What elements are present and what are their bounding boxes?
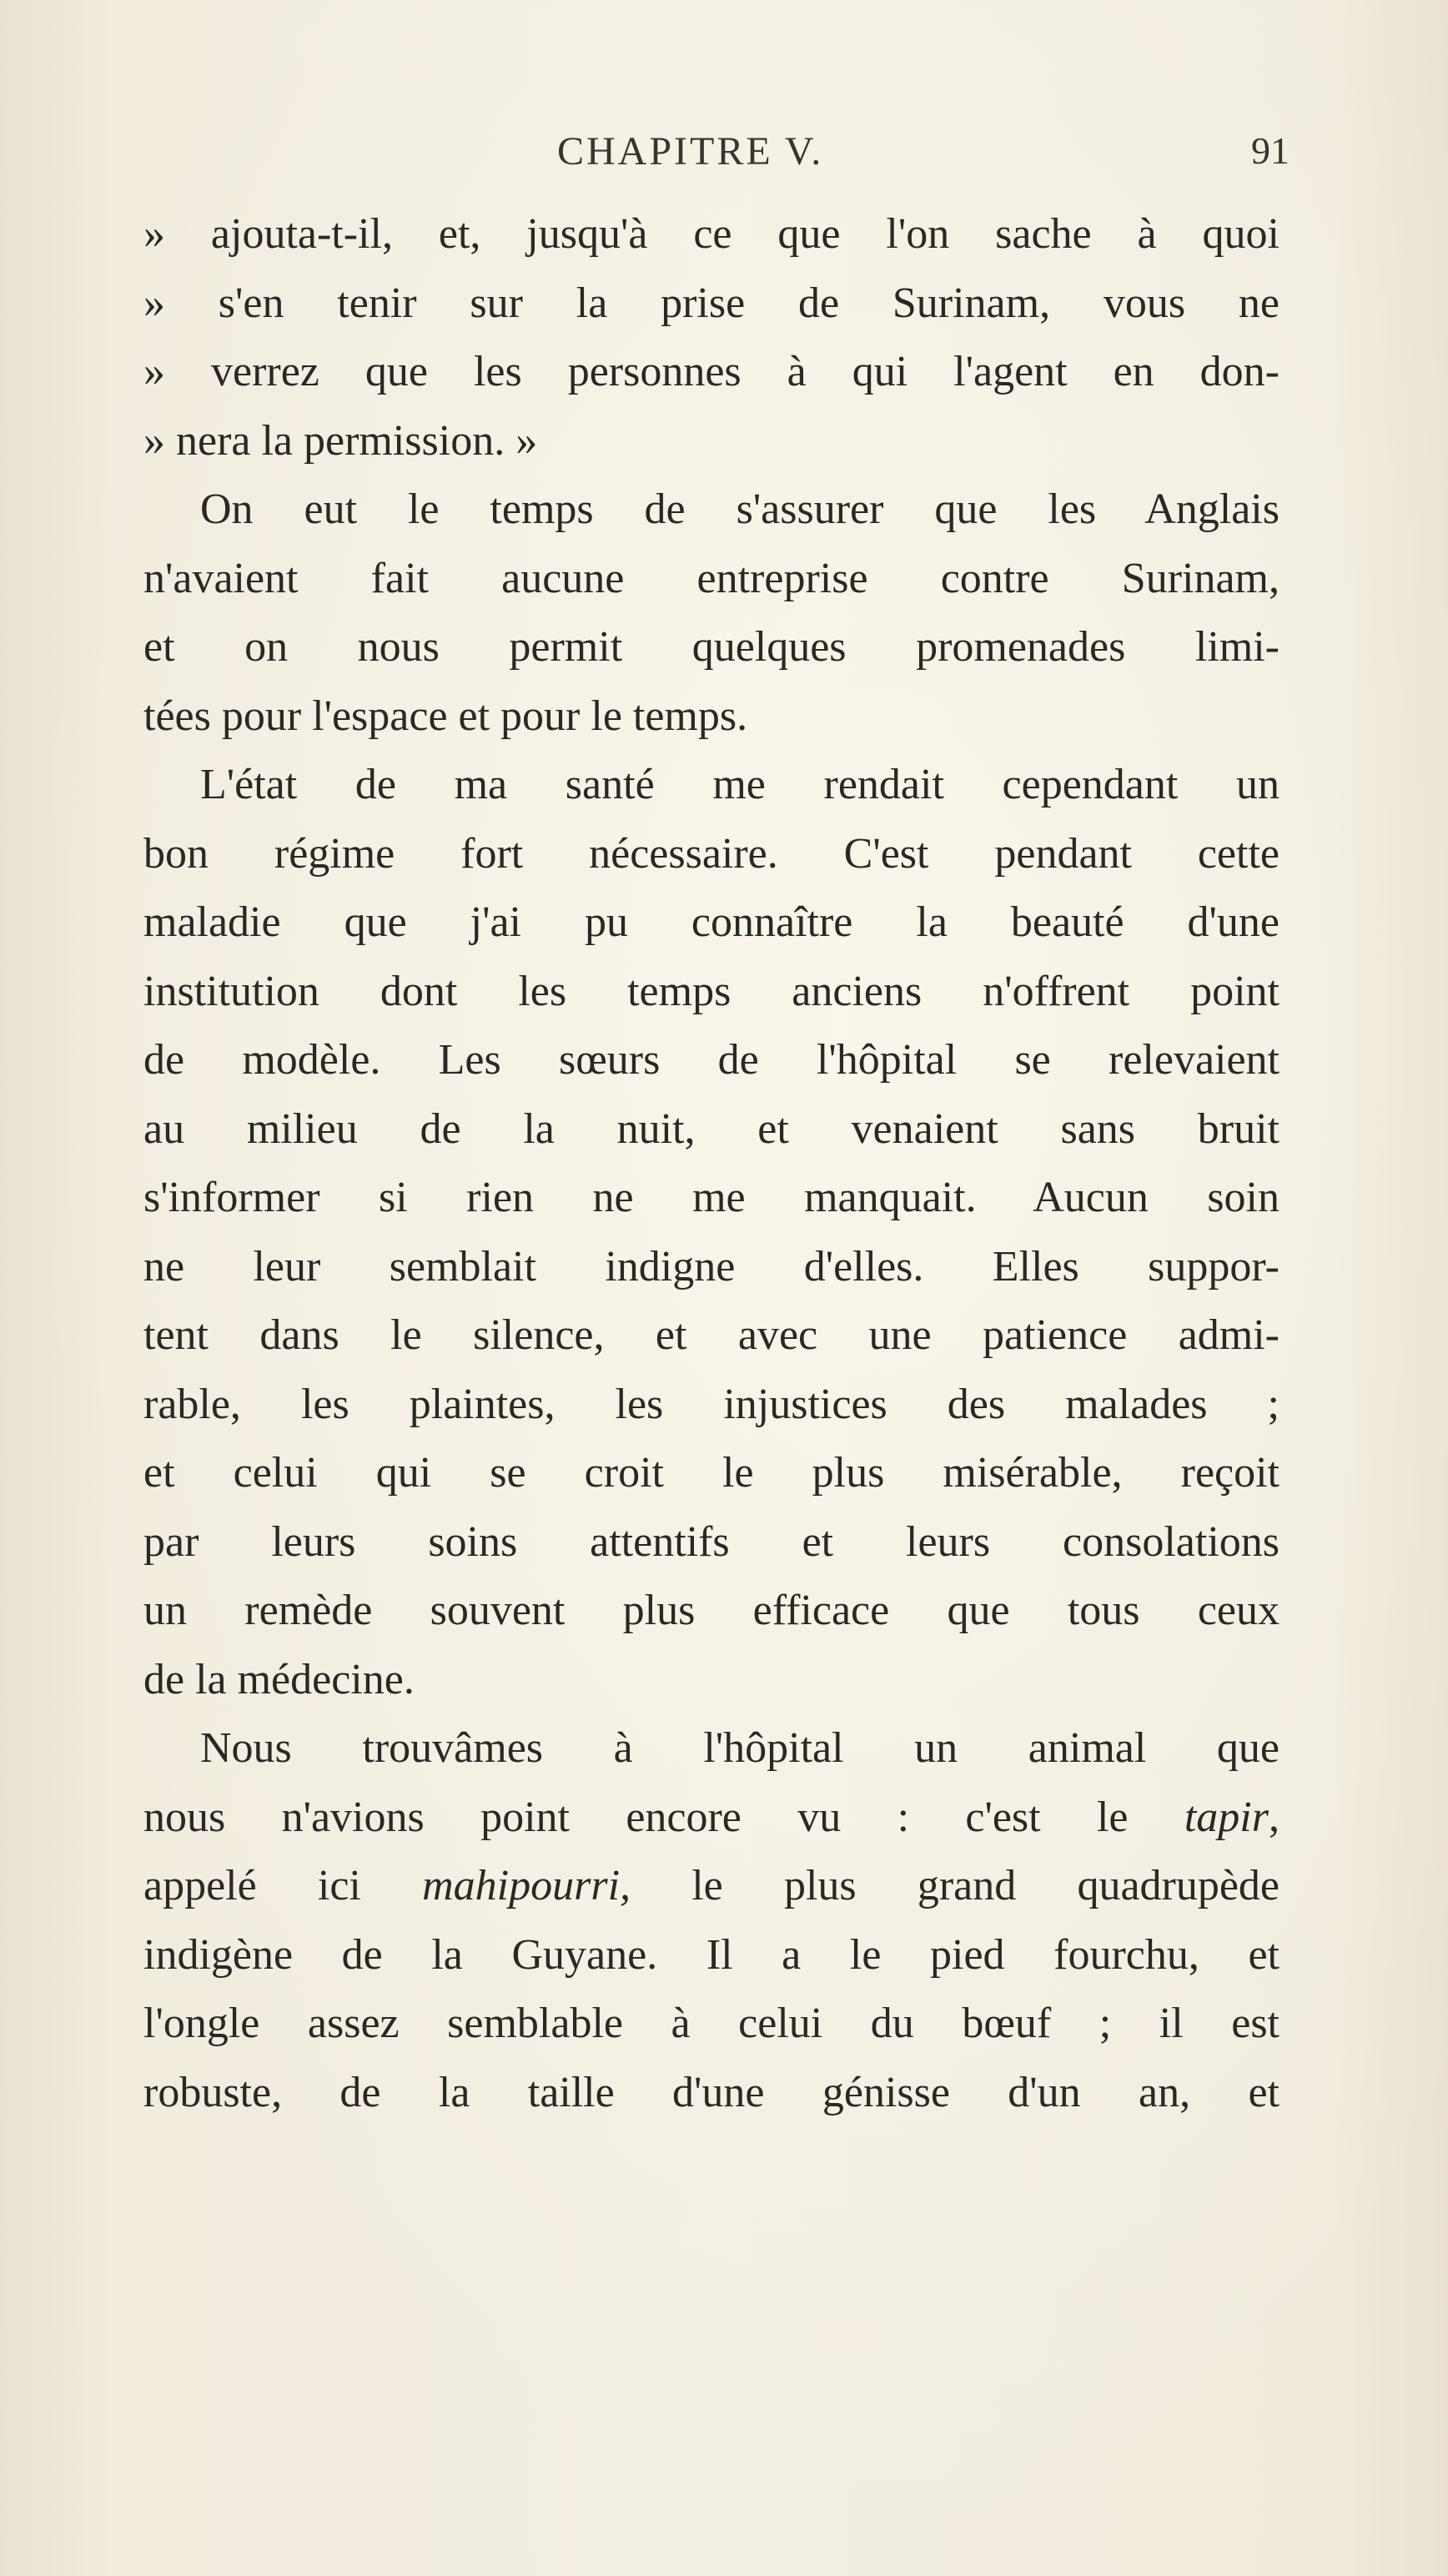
text-line: Nous trouvâmes à l'hôpital un animal que	[200, 1724, 1280, 1772]
running-title: CHAPITRE V.	[557, 129, 824, 174]
text-line: rable, les plaintes, les injustices des malades ;	[143, 1380, 1280, 1428]
text-line: au milieu de la nuit, et venaient sans bruit	[143, 1104, 1280, 1153]
text-line: tées pour l'espace et pour le temps.	[143, 692, 748, 740]
text-line: l'ongle assez semblable à celui du bœuf ; il est	[143, 2000, 1280, 2047]
text-line: de modèle. Les sœurs de l'hôpital se relevaient	[143, 1036, 1280, 1084]
text-segment: le plus grand quadrupède	[691, 1862, 1280, 1909]
text-line: tent dans le silence, et avec une patience admi-	[143, 1311, 1280, 1359]
text-line: indigène de la Guyane. Il a le pied fourchu, et	[143, 1930, 1280, 1979]
page-header	[0, 125, 1448, 184]
text-line: n'avaient fait aucune entreprise contre Surinam,	[143, 554, 1280, 602]
italic-word-mahipourri: mahipourri,	[422, 1862, 631, 1909]
text-line: L'état de ma santé me rendait cependant un	[200, 761, 1280, 808]
text-line: par leurs soins attentifs et leurs consolations	[143, 1517, 1280, 1566]
text-line	[143, 1852, 1280, 1921]
text-line: et celui qui se croit le plus misérable, reçoit	[143, 1449, 1280, 1497]
text-line: bon régime fort nécessaire. C'est pendant cette	[143, 829, 1280, 878]
text-line: s'informer si rien ne me manquait. Aucun soin	[143, 1174, 1280, 1221]
text-line: On eut le temps de s'assurer que les Anglais	[200, 486, 1280, 533]
body-text	[143, 200, 1280, 2127]
text-line	[143, 1784, 1280, 1853]
text-segment: appelé ici	[143, 1862, 361, 1909]
text-line: de la médecine.	[143, 1655, 415, 1703]
italic-word-tapir: tapir	[1184, 1793, 1269, 1841]
text-line: ne leur semblait indigne d'elles. Elles suppor-	[143, 1242, 1280, 1291]
text-line: un remède souvent plus efficace que tous ceux	[143, 1587, 1280, 1634]
text-line: » nera la permission. »	[143, 416, 538, 465]
text-line: maladie que j'ai pu connaître la beauté d'une	[143, 898, 1280, 946]
text-line: » s'en tenir sur la prise de Surinam, vous ne	[143, 279, 1280, 327]
page-number: 91	[1251, 129, 1290, 172]
text-segment: nous n'avions point encore vu : c'est le	[143, 1793, 1129, 1841]
text-line: » verrez que les personnes à qui l'agent en don-	[143, 348, 1280, 395]
text-line: robuste, de la taille d'une génisse d'un an, et	[143, 2068, 1280, 2116]
text-segment: ,	[1269, 1793, 1280, 1841]
text-line: institution dont les temps anciens n'offrent point	[143, 967, 1280, 1015]
text-line: » ajouta-t-il, et, jusqu'à ce que l'on sache à quoi	[143, 210, 1280, 258]
text-line: et on nous permit quelques promenades limi-	[143, 623, 1280, 671]
